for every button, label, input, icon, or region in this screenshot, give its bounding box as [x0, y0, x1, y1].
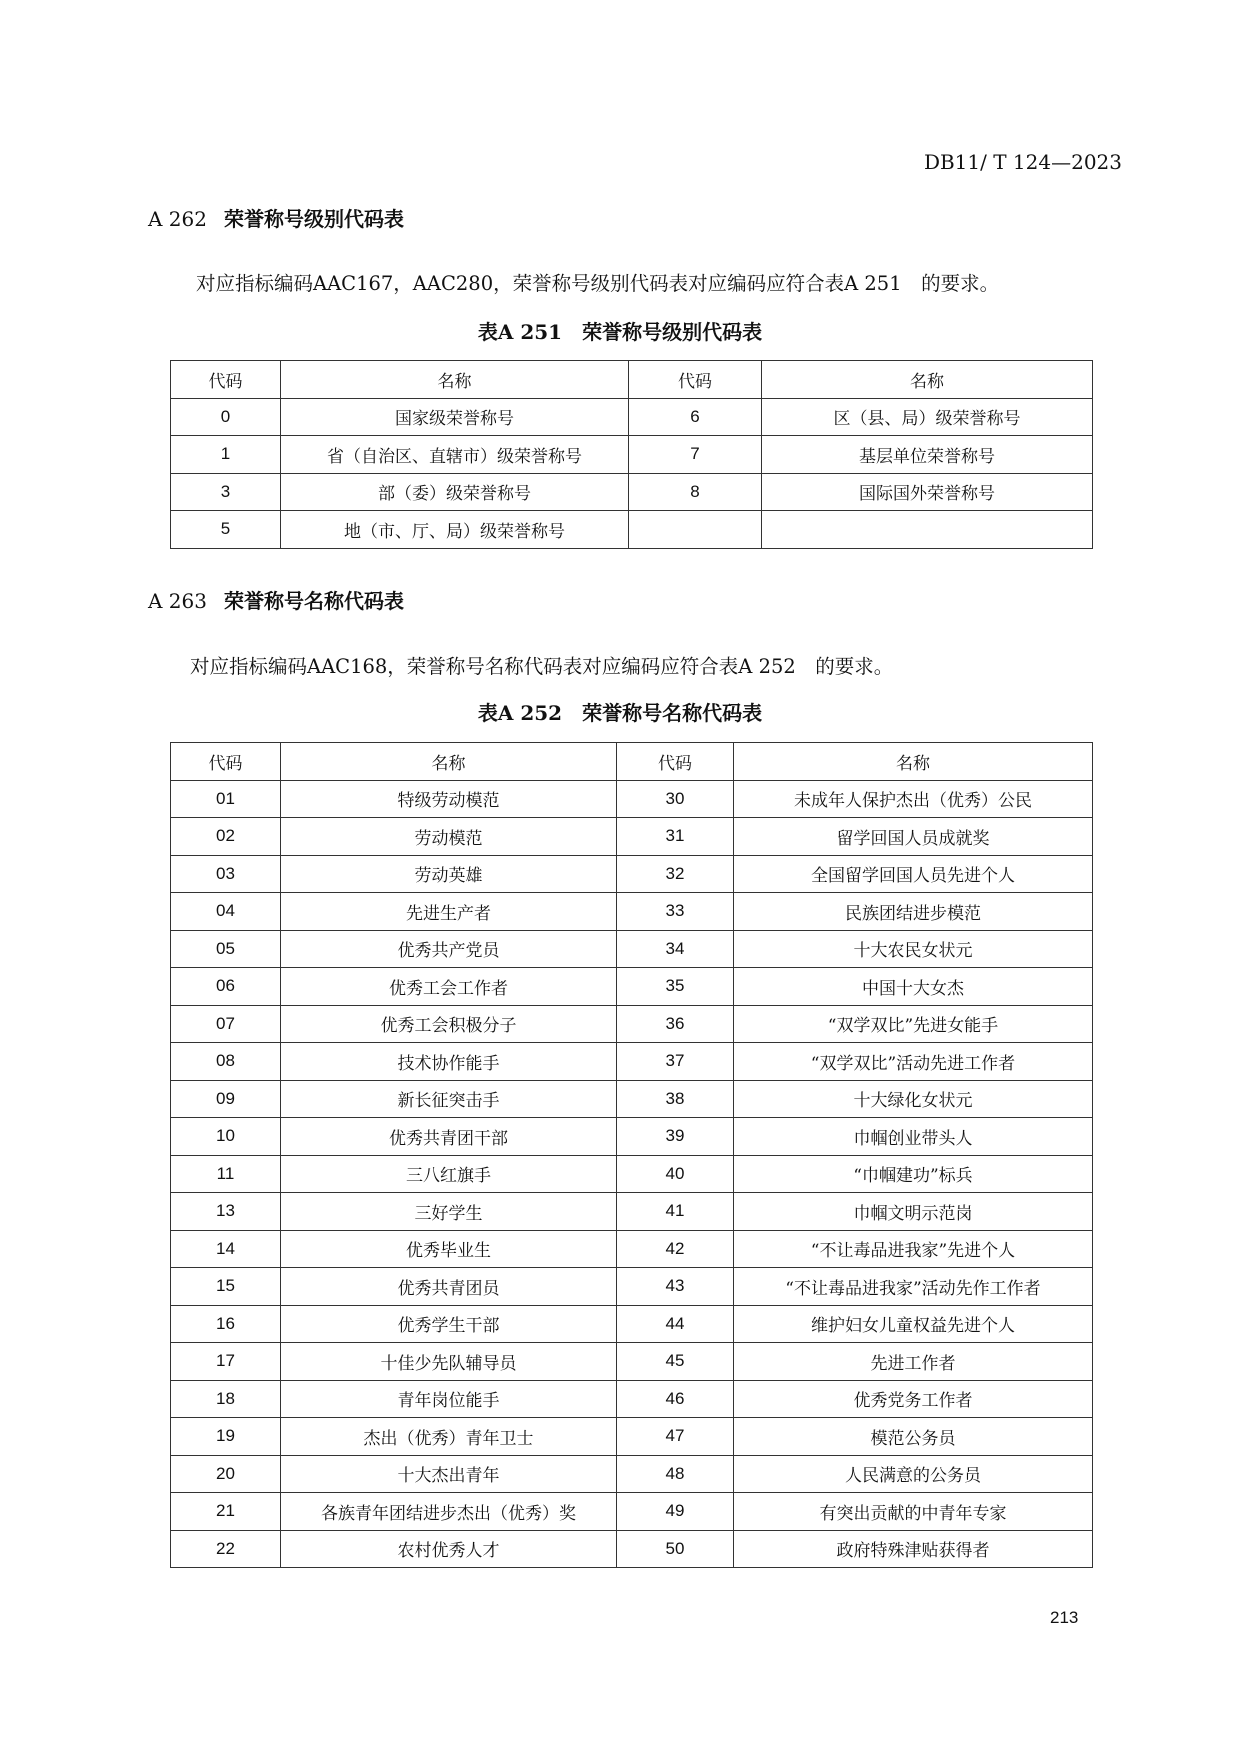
code-cell: 05 — [171, 930, 281, 968]
table-header-cell: 名称 — [734, 743, 1093, 781]
section-title: 荣誉称号级别代码表 — [224, 207, 404, 231]
table-row — [171, 968, 1093, 1006]
name-cell: 青年岗位能手 — [281, 1380, 617, 1418]
table-row — [171, 1118, 1093, 1156]
name-cell: “巾帼建功”标兵 — [734, 1155, 1093, 1193]
code-cell: 48 — [617, 1455, 734, 1493]
name-cell: 农村优秀人才 — [281, 1530, 617, 1568]
code-cell: 49 — [617, 1493, 734, 1531]
table-caption: 表A 252 荣誉称号名称代码表 — [477, 701, 763, 725]
name-cell: 优秀共青团员 — [281, 1268, 617, 1306]
table-header-cell: 代码 — [629, 361, 762, 399]
code-cell: 36 — [617, 1005, 734, 1043]
name-cell: 优秀学生干部 — [281, 1305, 617, 1343]
code-cell: 07 — [171, 1005, 281, 1043]
name-cell: 优秀党务工作者 — [734, 1380, 1093, 1418]
table-row — [171, 930, 1093, 968]
code-cell: 16 — [171, 1305, 281, 1343]
name-cell: 省（自治区、直辖市）级荣誉称号 — [281, 436, 629, 474]
table-row — [171, 1418, 1093, 1456]
code-cell: 42 — [617, 1230, 734, 1268]
code-cell: 17 — [171, 1343, 281, 1381]
name-cell: “不让毒品进我家”活动先作工作者 — [734, 1268, 1093, 1306]
section-paragraph: 对应指标编码AAC168，荣誉称号名称代码表对应编码应符合表A 252 的要求。 — [190, 655, 894, 678]
code-cell: 44 — [617, 1305, 734, 1343]
table-row — [171, 893, 1093, 931]
name-cell: 各族青年团结进步杰出（优秀）奖 — [281, 1493, 617, 1531]
code-cell: 37 — [617, 1043, 734, 1081]
name-cell: 劳动英雄 — [281, 855, 617, 893]
name-cell: 巾帼文明示范岗 — [734, 1193, 1093, 1231]
name-cell: 三好学生 — [281, 1193, 617, 1231]
name-cell: “不让毒品进我家”先进个人 — [734, 1230, 1093, 1268]
name-cell: 中国十大女杰 — [734, 968, 1093, 1006]
table-row — [171, 780, 1093, 818]
table-row — [171, 436, 1093, 474]
table-row — [171, 1230, 1093, 1268]
code-cell: 31 — [617, 818, 734, 856]
name-cell: 十大农民女状元 — [734, 930, 1093, 968]
table-header-row — [171, 743, 1093, 781]
code-cell: 7 — [629, 436, 762, 474]
name-cell: 未成年人保护杰出（优秀）公民 — [734, 780, 1093, 818]
code-cell: 47 — [617, 1418, 734, 1456]
section-number: A 262 — [148, 207, 207, 231]
name-cell: 技术协作能手 — [281, 1043, 617, 1081]
table-row — [171, 398, 1093, 436]
name-cell: “双学双比”活动先进工作者 — [734, 1043, 1093, 1081]
code-cell: 30 — [617, 780, 734, 818]
table-header-cell: 代码 — [617, 743, 734, 781]
name-cell: 杰出（优秀）青年卫士 — [281, 1418, 617, 1456]
name-cell: 国家级荣誉称号 — [281, 398, 629, 436]
honor-title-code-table — [170, 742, 1093, 1568]
code-cell: 35 — [617, 968, 734, 1006]
table-header-row — [171, 361, 1093, 399]
table-row — [171, 473, 1093, 511]
table-header-cell: 名称 — [281, 743, 617, 781]
code-cell: 39 — [617, 1118, 734, 1156]
table-row — [171, 1380, 1093, 1418]
code-cell: 41 — [617, 1193, 734, 1231]
name-cell: 十大绿化女状元 — [734, 1080, 1093, 1118]
table-row — [171, 818, 1093, 856]
name-cell: 优秀共青团干部 — [281, 1118, 617, 1156]
document-id: DB11/ T 124—2023 — [923, 150, 1122, 174]
table-row — [171, 1493, 1093, 1531]
table-row — [171, 1305, 1093, 1343]
code-cell: 22 — [171, 1530, 281, 1568]
code-cell: 0 — [171, 398, 281, 436]
name-cell: 先进生产者 — [281, 893, 617, 931]
name-cell — [762, 511, 1093, 549]
code-cell: 1 — [171, 436, 281, 474]
code-cell: 46 — [617, 1380, 734, 1418]
name-cell: 基层单位荣誉称号 — [762, 436, 1093, 474]
table-caption: 表A 251 荣誉称号级别代码表 — [477, 320, 763, 344]
table-row — [171, 855, 1093, 893]
code-cell: 45 — [617, 1343, 734, 1381]
code-cell: 32 — [617, 855, 734, 893]
name-cell: 政府特殊津贴获得者 — [734, 1530, 1093, 1568]
table-row — [171, 1080, 1093, 1118]
page-number: 213 — [1050, 1608, 1079, 1627]
name-cell: 民族团结进步模范 — [734, 893, 1093, 931]
code-cell: 50 — [617, 1530, 734, 1568]
code-cell: 34 — [617, 930, 734, 968]
code-cell: 08 — [171, 1043, 281, 1081]
section-paragraph: 对应指标编码AAC167，AAC280，荣誉称号级别代码表对应编码应符合表A 251 的要求。 — [196, 272, 1000, 295]
name-cell: 巾帼创业带头人 — [734, 1118, 1093, 1156]
name-cell: 三八红旗手 — [281, 1155, 617, 1193]
table-row — [171, 1043, 1093, 1081]
name-cell: 有突出贡献的中青年专家 — [734, 1493, 1093, 1531]
code-cell: 19 — [171, 1418, 281, 1456]
code-cell: 04 — [171, 893, 281, 931]
name-cell: 模范公务员 — [734, 1418, 1093, 1456]
section-heading-a262 — [148, 203, 404, 232]
code-cell: 40 — [617, 1155, 734, 1193]
code-cell: 09 — [171, 1080, 281, 1118]
table-header-cell: 名称 — [762, 361, 1093, 399]
name-cell: 优秀工会工作者 — [281, 968, 617, 1006]
code-cell: 43 — [617, 1268, 734, 1306]
name-cell: 优秀毕业生 — [281, 1230, 617, 1268]
name-cell: 新长征突击手 — [281, 1080, 617, 1118]
table-header-cell: 代码 — [171, 361, 281, 399]
name-cell: 优秀工会积极分子 — [281, 1005, 617, 1043]
name-cell: 全国留学回国人员先进个人 — [734, 855, 1093, 893]
section-number: A 263 — [148, 589, 207, 613]
table-row — [171, 1193, 1093, 1231]
code-cell: 21 — [171, 1493, 281, 1531]
code-cell: 5 — [171, 511, 281, 549]
name-cell: 劳动模范 — [281, 818, 617, 856]
table-row — [171, 511, 1093, 549]
code-cell: 06 — [171, 968, 281, 1006]
honor-level-code-table — [170, 360, 1093, 549]
table-row — [171, 1455, 1093, 1493]
table-row — [171, 1155, 1093, 1193]
name-cell: 特级劳动模范 — [281, 780, 617, 818]
code-cell: 15 — [171, 1268, 281, 1306]
table-row — [171, 1343, 1093, 1381]
table-header-cell: 名称 — [281, 361, 629, 399]
section-title: 荣誉称号名称代码表 — [224, 589, 404, 613]
code-cell: 3 — [171, 473, 281, 511]
name-cell: 先进工作者 — [734, 1343, 1093, 1381]
name-cell: 维护妇女儿童权益先进个人 — [734, 1305, 1093, 1343]
name-cell: 地（市、厅、局）级荣誉称号 — [281, 511, 629, 549]
name-cell: 部（委）级荣誉称号 — [281, 473, 629, 511]
code-cell: 01 — [171, 780, 281, 818]
name-cell: 优秀共产党员 — [281, 930, 617, 968]
table-row — [171, 1268, 1093, 1306]
code-cell: 02 — [171, 818, 281, 856]
table-row — [171, 1530, 1093, 1568]
table-header-cell: 代码 — [171, 743, 281, 781]
name-cell: 国际国外荣誉称号 — [762, 473, 1093, 511]
name-cell: “双学双比”先进女能手 — [734, 1005, 1093, 1043]
code-cell: 14 — [171, 1230, 281, 1268]
code-cell: 11 — [171, 1155, 281, 1193]
code-cell: 8 — [629, 473, 762, 511]
section-heading-a263 — [148, 585, 404, 614]
code-cell: 38 — [617, 1080, 734, 1118]
name-cell: 十佳少先队辅导员 — [281, 1343, 617, 1381]
code-cell: 20 — [171, 1455, 281, 1493]
code-cell — [629, 511, 762, 549]
code-cell: 03 — [171, 855, 281, 893]
table-row — [171, 1005, 1093, 1043]
code-cell: 10 — [171, 1118, 281, 1156]
code-cell: 13 — [171, 1193, 281, 1231]
code-cell: 6 — [629, 398, 762, 436]
name-cell: 人民满意的公务员 — [734, 1455, 1093, 1493]
code-cell: 33 — [617, 893, 734, 931]
name-cell: 十大杰出青年 — [281, 1455, 617, 1493]
name-cell: 留学回国人员成就奖 — [734, 818, 1093, 856]
name-cell: 区（县、局）级荣誉称号 — [762, 398, 1093, 436]
code-cell: 18 — [171, 1380, 281, 1418]
